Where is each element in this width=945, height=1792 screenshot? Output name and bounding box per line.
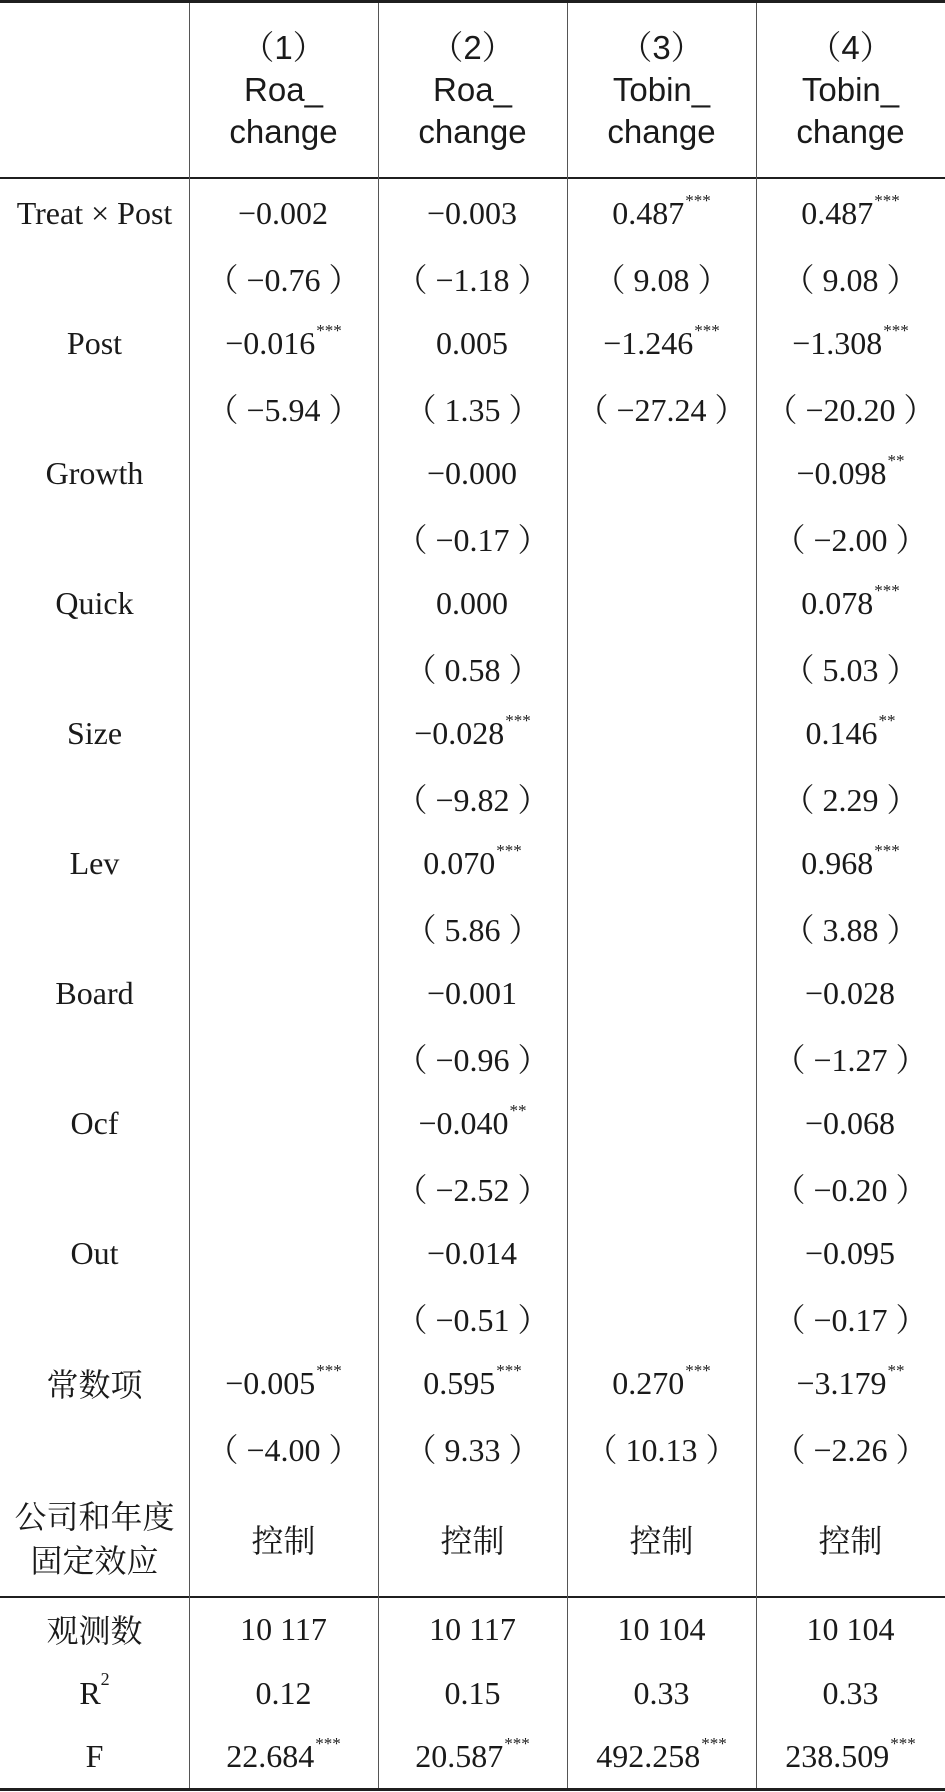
significance-stars: *** [504,1734,530,1753]
fixed-effects-label [0,1495,189,1583]
f-value [378,1731,567,1781]
obs-value: 10 104 [617,1610,706,1647]
column-var: change [229,113,338,150]
coefficient-value: −0.005 [225,1364,316,1401]
coefficient-cell [189,1355,378,1411]
coefficient-cell [567,1095,756,1151]
f-number: 22.684 [226,1737,315,1774]
coefficient-value: −3.179 [796,1364,887,1401]
coefficient-value: 0.270 [612,1364,685,1401]
t-statistic: （ −0.76 ） [206,262,361,298]
coefficient-cell [378,445,567,501]
coefficient-cell [567,445,756,501]
row-label-board: Board [55,974,134,1011]
t-statistic [567,640,756,696]
coefficient-cell [567,1355,756,1411]
t-statistic: （ 9.33 ） [404,1432,541,1468]
coefficient-cell [189,575,378,631]
r2-value: 0.15 [444,1674,501,1711]
coefficient-cell [567,705,756,761]
t-statistic [567,510,756,566]
row-label-const: 常数项 [46,1366,143,1404]
t-statistic: （ 2.29 ） [782,782,919,818]
coefficient-value: −0.003 [426,194,518,231]
column-header-1 [189,20,378,160]
t-statistic: （ −1.18 ） [395,262,550,298]
bottom-rule [0,1788,945,1791]
t-statistic: （ −1.27 ） [773,1042,928,1078]
column-number: （3） [619,29,704,66]
significance-stars: *** [685,191,711,210]
top-rule [0,0,945,3]
f-value [756,1731,945,1781]
coefficient-cell [756,575,945,631]
f-number: 238.509 [785,1737,890,1774]
header-rule [0,177,945,179]
column-var: Tobin_ [612,71,711,108]
f-value [189,1731,378,1781]
t-statistic [567,1290,756,1346]
coefficient-cell [189,965,378,1021]
t-statistic: （ −2.00 ） [773,522,928,558]
coefficient-cell [378,315,567,371]
t-statistic: （ −20.20 ） [765,392,936,428]
significance-stars: *** [496,1361,522,1380]
f-label: F [85,1737,104,1774]
coefficient-cell [756,965,945,1021]
coefficient-cell [756,1355,945,1411]
coefficient-value: 0.078 [801,584,874,621]
coefficient-value: −0.068 [804,1104,896,1141]
r2-value: 0.33 [633,1674,690,1711]
t-statistic: （ −0.17 ） [395,522,550,558]
significance-stars: *** [874,841,900,860]
significance-stars: *** [315,1734,341,1753]
coefficient-cell [189,705,378,761]
coefficient-value: 0.487 [612,194,685,231]
t-statistic [189,900,378,956]
coefficient-cell [756,185,945,241]
t-statistic [567,1160,756,1216]
coefficient-cell [756,1225,945,1281]
coefficient-cell [189,835,378,891]
row-label-ocf: Ocf [70,1104,119,1141]
coefficient-value: −0.028 [414,714,505,751]
coefficient-cell [567,185,756,241]
t-statistic: （ 10.13 ） [585,1432,738,1468]
stats-rule [0,1596,945,1598]
coefficient-cell [567,315,756,371]
column-var: Roa_ [244,71,323,108]
coefficient-value: 0.146 [805,714,878,751]
coefficient-cell [756,705,945,761]
coefficient-cell [567,575,756,631]
row-label-growth: Growth [45,454,144,491]
obs-value: 10 117 [429,1610,516,1647]
r2-label [0,1668,189,1718]
coefficient-cell [567,1225,756,1281]
coefficient-value: 0.005 [436,324,508,361]
obs-value: 10 104 [806,1610,895,1647]
significance-stars: *** [883,321,909,340]
coefficient-cell [378,575,567,631]
t-statistic: （ 5.86 ） [404,912,541,948]
coefficient-value: −0.095 [804,1234,896,1271]
obs-label: 观测数 [46,1612,143,1650]
coefficient-cell [756,445,945,501]
t-statistic: （ −0.51 ） [395,1302,550,1338]
coefficient-cell [189,445,378,501]
obs-value: 10 117 [240,1610,327,1647]
column-var: change [418,113,527,150]
significance-stars: *** [701,1734,727,1753]
coefficient-value: −0.000 [426,454,518,491]
coefficient-cell [756,835,945,891]
coefficient-value: 0.968 [801,844,874,881]
coefficient-value: 0.000 [436,584,508,621]
column-number: （1） [241,29,326,66]
row-label-size: Size [66,714,123,751]
f-number: 492.258 [596,1737,701,1774]
r2-label-superscript: 2 [100,1668,110,1689]
coefficient-cell [189,315,378,371]
coefficient-value: 0.595 [423,1364,496,1401]
significance-stars: *** [874,581,900,600]
t-statistic [567,1030,756,1086]
t-statistic: （ −0.20 ） [773,1172,928,1208]
coefficient-value: 0.487 [801,194,874,231]
coefficient-cell [189,185,378,241]
significance-stars: *** [890,1734,916,1753]
coefficient-value: −1.308 [792,324,883,361]
t-statistic: （ −0.17 ） [773,1302,928,1338]
fixed-effects-value: 控制 [251,1522,316,1560]
coefficient-value: −0.001 [426,974,518,1011]
coefficient-cell [756,1095,945,1151]
significance-stars: ** [509,1101,527,1120]
coefficient-cell [378,705,567,761]
coefficient-value: −0.002 [237,194,329,231]
coefficient-value: −0.040 [418,1104,509,1141]
column-number: （4） [808,29,893,66]
t-statistic: （ 9.08 ） [782,262,919,298]
significance-stars: *** [496,841,522,860]
row-label-lev: Lev [69,844,120,881]
fixed-effects-value: 控制 [440,1522,505,1560]
coefficient-value: −0.016 [225,324,316,361]
t-statistic: （ 3.88 ） [782,912,919,948]
f-value [567,1731,756,1781]
column-header-3 [567,20,756,160]
t-statistic: （ −2.26 ） [773,1432,928,1468]
significance-stars: ** [887,451,905,470]
t-statistic: （ 9.08 ） [593,262,730,298]
fixed-effects-label-line: 公司和年度 [14,1498,175,1536]
t-statistic: （ 1.35 ） [404,392,541,428]
t-statistic: （ −5.94 ） [206,392,361,428]
t-statistic: （ −4.00 ） [206,1432,361,1468]
significance-stars: ** [878,711,896,730]
row-label-quick: Quick [55,584,134,621]
r2-value: 0.12 [255,1674,312,1711]
t-statistic [189,1030,378,1086]
column-number: （2） [430,29,515,66]
coefficient-cell [567,965,756,1021]
coefficient-cell [378,1225,567,1281]
significance-stars: *** [316,1361,342,1380]
coefficient-cell [378,1095,567,1151]
t-statistic [189,510,378,566]
fixed-effects-label-line: 固定效应 [30,1542,159,1580]
t-statistic [567,770,756,826]
r2-value: 0.33 [822,1674,879,1711]
coefficient-cell [378,965,567,1021]
f-number: 20.587 [415,1737,504,1774]
fixed-effects-value: 控制 [629,1522,694,1560]
coefficient-value: −0.014 [426,1234,518,1271]
coefficient-cell [756,315,945,371]
coefficient-cell [189,1095,378,1151]
coefficient-value: 0.070 [423,844,496,881]
coefficient-cell [378,185,567,241]
t-statistic [567,900,756,956]
t-statistic: （ 0.58 ） [404,652,541,688]
t-statistic [189,640,378,696]
column-var: Tobin_ [801,71,900,108]
t-statistic: （ −9.82 ） [395,782,550,818]
column-var: Roa_ [433,71,512,108]
coefficient-cell [189,1225,378,1281]
significance-stars: *** [505,711,531,730]
row-label-treat-post: Treat × Post [16,194,173,231]
significance-stars: *** [694,321,720,340]
row-label-post: Post [66,324,123,361]
t-statistic [189,1290,378,1346]
coefficient-value: −0.028 [804,974,896,1011]
column-header-2 [378,20,567,160]
t-statistic: （ −0.96 ） [395,1042,550,1078]
column-header-4 [756,20,945,160]
fixed-effects-value: 控制 [818,1522,883,1560]
t-statistic: （ −27.24 ） [576,392,747,428]
t-statistic [189,770,378,826]
significance-stars: *** [685,1361,711,1380]
significance-stars: ** [887,1361,905,1380]
r2-label-text: R [79,1674,101,1711]
t-statistic: （ 5.03 ） [782,652,919,688]
column-var: change [607,113,716,150]
significance-stars: *** [874,191,900,210]
column-var: change [796,113,905,150]
t-statistic: （ −2.52 ） [395,1172,550,1208]
t-statistic [189,1160,378,1216]
significance-stars: *** [316,321,342,340]
coefficient-value: −1.246 [603,324,694,361]
row-label-out: Out [70,1234,119,1271]
coefficient-cell [567,835,756,891]
coefficient-cell [378,835,567,891]
coefficient-cell [378,1355,567,1411]
coefficient-value: −0.098 [796,454,887,491]
